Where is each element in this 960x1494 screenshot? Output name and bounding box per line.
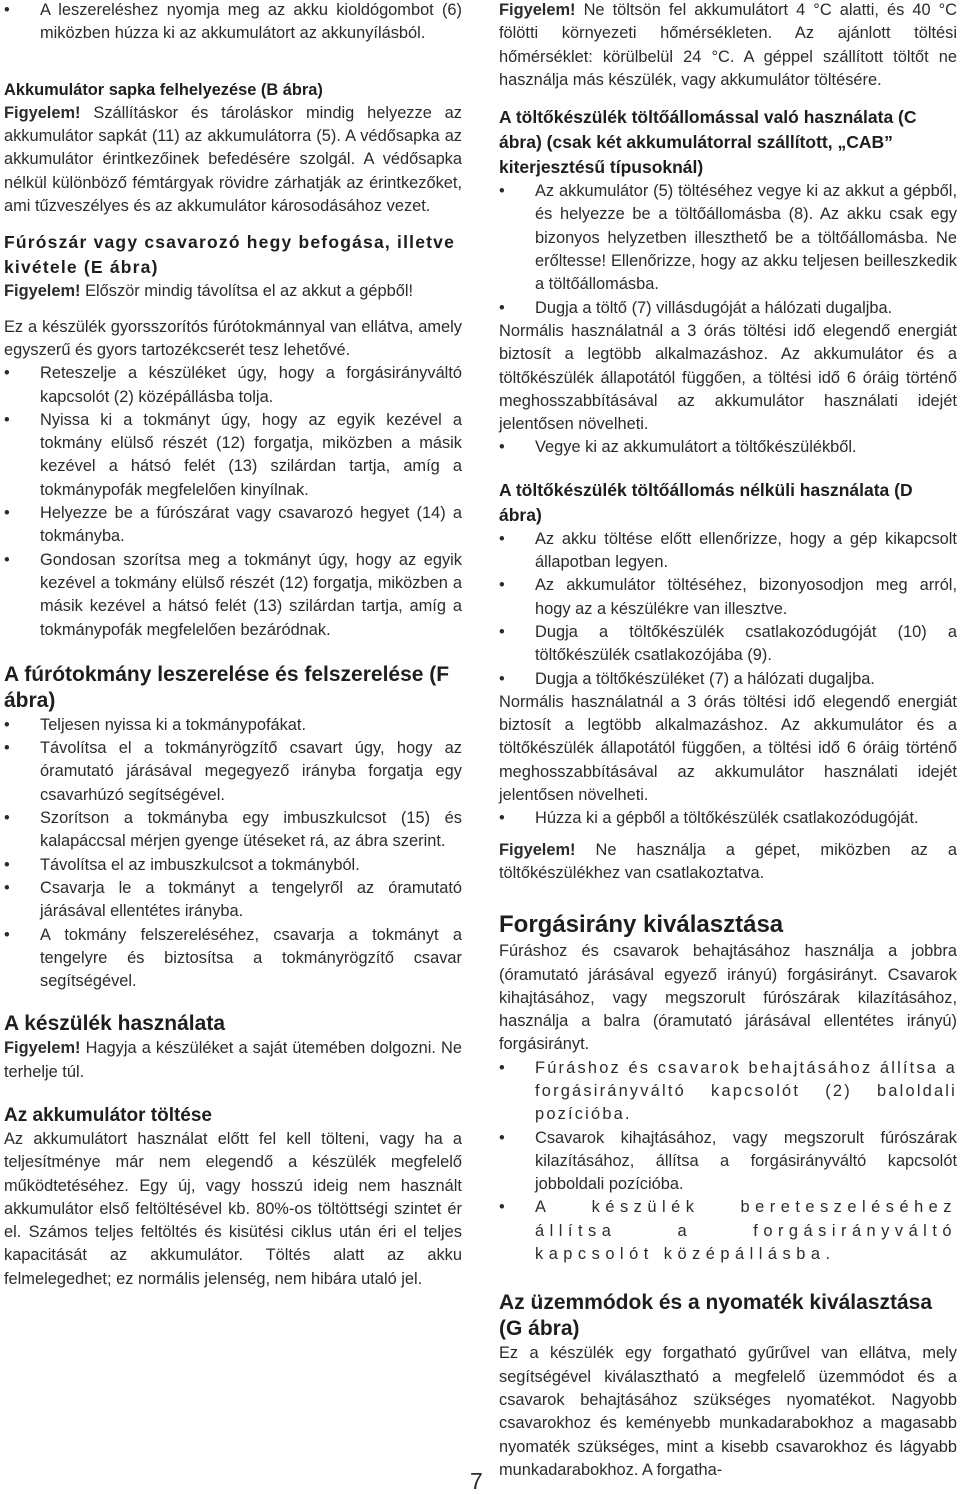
list-item: • Helyezze be a fúrószárat vagy csavarozó hegyet (14) a tokmányba.	[4, 502, 462, 549]
usage-section-title: A készülék használata	[4, 1012, 225, 1036]
list-item: • Dugja a töltőkészülék csatlakozódugóját (10) a töltőkészülék csatlakozójába (9).	[499, 621, 957, 668]
list-item: • Távolítsa el a tokmányrögzítő csavart úgy, hogy az óramutató járásával megegyező irányba forgatja egy csavarhúzó segítségével.	[4, 737, 462, 807]
list-item: • Csavarok kihajtásához, vagy megszorult fúrószárak kilazításához, állítsa a forgásirányváltó kapcsolót jobboldali pozícióba.	[499, 1127, 957, 1197]
nostation-warning-text: Ne használja a gépet, miközben az a töltőkészülékhez van csatlakoztatva.	[499, 840, 957, 882]
nostation-section-title: A töltőkészülék töltőállomás nélküli használata (D ábra)	[499, 479, 913, 525]
list-item: • Nyissa ki a tokmányt úgy, hogy az egyik kezével a tokmány elülső részét (12) forgatja, miközben a másik kezével a hátsó felét (13) szilárdan tartja, amíg a tokmánypofák megfelelően kinyílnak.	[4, 409, 462, 502]
battery-removal-bullet: • A leszereléshez nyomja meg az akku kioldógombot (6) miközben húzza ki az akkumulátort az akkunyílásból.	[4, 0, 462, 46]
direction-section-title: Forgásirány kiválasztása	[499, 911, 784, 939]
warning-label: Figyelem!	[499, 1, 576, 19]
list-item: • Dugja a töltőkészüléket (7) a hálózati dugaljba.	[499, 668, 957, 691]
list-item: • Az akkumulátor töltéséhez, bizonyosodjon meg arról, hogy az a készülékre van illesztve.	[499, 574, 957, 621]
mode-section-title: Az üzemmódok és a nyomaték kiválasztása (G ábra)	[499, 1291, 933, 1341]
usage-paragraph	[4, 1037, 462, 1084]
drill-warning-text: Először mindig távolítsa el az akkut a gépből!	[80, 282, 414, 301]
right-column	[499, 0, 957, 1482]
warning-label: Figyelem!	[4, 1039, 81, 1058]
list-item: • Az akkumulátor (5) töltéséhez vegye ki az akkut a gépből, és helyezze be a töltőállomásba (8). Az akku csak egy bizonyos helyzetben illeszthető be a töltőállomásba. Ne erőltesse! Ellenőrizze, hogy az akku teljesen beilleszkedik a töltőállomásba.	[499, 180, 957, 296]
cap-text: Szállításkor és tároláskor mindig helyezze az akkumulátor sapkát (11) az akkumulátorra (5). A védősapka az akkumulátor érintkezőinek befedésére szolgál. A védősapka nélkül különböző fémtárgyak rövidre zárhatják az érintkezőket, ami tűzveszélyes és az akkumulátor károsodásához vezet.	[4, 103, 462, 216]
list-item: • Távolítsa el az imbuszkulcsot a tokmányból.	[4, 854, 462, 877]
mode-paragraph: Ez a készülék egy forgatható gyűrűvel van ellátva, mely segítségével kiválasztható a megfelelő üzemmódot és a csavarok behajtásához szükséges nyomatékot. Nagyobb csavarokhoz és keményebb munkadarabokhoz a magasabb nyomaték szükséges, mint a kisebb csavarokhoz és lágyabb munkadarabokhoz. A forgatha-	[499, 1344, 957, 1479]
direction-paragraph: Fúráshoz és csavarok behajtásához használja a jobbra (óramutató járásával egyező irányú) forgásirányt. Csavarok kihajtásához, vagy megszorult fúrószárak kilazításához, használja a balra (óramutató járásával ellentétes irányú) forgásirányt.	[499, 942, 957, 1054]
list-item: • Dugja a töltő (7) villásdugóját a hálózati dugaljba.	[499, 297, 957, 320]
list-item: • A készülék bereteszeléséhez állítsa a forgásirányváltó kapcsolót középállásba.	[499, 1196, 957, 1266]
warning-label: Figyelem!	[4, 282, 81, 301]
list-item: • Teljesen nyissa ki a tokmánypofákat.	[4, 714, 462, 737]
charging-section-title: Az akkumulátor töltése	[4, 1104, 212, 1126]
list-item: • Csavarja le a tokmányt a tengelyről az óramutató járásával ellentétes irányba.	[4, 877, 462, 924]
cap-section-title: Akkumulátor sapka felhelyezése (B ábra)	[4, 80, 323, 99]
list-item: • Reteszelje a készüléket úgy, hogy a forgásirányváltó kapcsolót (2) középállásba tolja.	[4, 362, 462, 409]
nostation-warning	[499, 839, 957, 886]
drill-warning	[4, 280, 462, 303]
drill-intro: Ez a készülék gyorsszorítós fúrótokmánnyal van ellátva, amely egyszerű és gyors tartozékcserét tesz lehetővé.	[4, 317, 462, 359]
warning-label: Figyelem!	[499, 840, 576, 859]
list-item: • Gondosan szorítsa meg a tokmányt úgy, hogy az egyik kezével a tokmány elülső részét (12) forgatja, miközben a másik kezével a hátsó felét (13) szilárdan tartja, amíg a tokmánypofák megfelelően bezáródnak.	[4, 549, 462, 642]
station-section-title: A töltőkészülék töltőállomással való használata (C ábra) (csak két akkumulátorral szállított, „CAB” kiterjesztésű típusoknál)	[499, 107, 917, 178]
temperature-text: Ne töltsön fel akkumulátort 4 °C alatti, és 40 °C fölötti környezeti hőmérsékleten. Az ajánlott töltési hőmérséklet: körülbelül 24 °C. A géppel szállított töltőt ne használja más készülék, vagy akkumulátor töltésére.	[499, 1, 957, 89]
usage-text: Hagyja a készüléket a saját ütemében dolgozni. Ne terhelje túl.	[4, 1039, 462, 1081]
left-column	[4, 0, 462, 1291]
list-item: • Fúráshoz és csavarok behajtásához állítsa a forgásirányváltó kapcsolót (2) baloldali pozícióba.	[499, 1057, 957, 1127]
temperature-warning	[499, 0, 957, 92]
list-item: • A tokmány felszereléséhez, csavarja a tokmányt a tengelyre és biztosítsa a tokmányrögzítő csavar segítségével.	[4, 924, 462, 994]
list-item: • Az akku töltése előtt ellenőrizze, hogy a gép kikapcsolt állapotban legyen.	[499, 528, 957, 575]
nostation-normal-text: Normális használatnál a 3 órás töltési idő elegendő energiát biztosít a legtöbb alkalmazáshoz. Az akkumulátor és a töltőkészülék állapotától függően, a töltési idő 6 óráig történő meghosszabbításával az akkumulátor használati idejét jelentősen növelheti.	[499, 692, 957, 805]
cap-paragraph	[4, 102, 462, 218]
page-number: 7	[470, 1468, 483, 1494]
charging-paragraph: Az akkumulátort használat előtt fel kell tölteni, vagy ha a teljesítménye már nem elegendő a készülék megfelelő működtetéséhez. Egy új, vagy hosszú ideig nem használt akkumulátor első feltöltésével kb. 80%-os töltöttségi szintet ér el. Számos teljes feltöltés és kisütési ciklus után éri el teljes kapacitását az akkumulátor. Töltés alatt az akku felmelegedhet; ez normális jelenség, nem hibára utaló jel.	[4, 1129, 462, 1288]
list-item: • Húzza ki a gépből a töltőkészülék csatlakozódugóját.	[499, 807, 957, 830]
chuck-section-title: A fúrótokmány leszerelése és felszerelése (F ábra)	[4, 662, 450, 712]
list-item: • Vegye ki az akkumulátort a töltőkészülékből.	[499, 436, 957, 459]
warning-label: Figyelem!	[4, 103, 81, 122]
drill-section-title: Fúrószár vagy csavarozó hegy befogása, illetve kivétele (E ábra)	[4, 232, 456, 278]
list-item: • Szorítson a tokmányba egy imbuszkulcsot (15) és kalapáccsal mérjen gyenge ütéseket rá, az ábra szerint.	[4, 807, 462, 854]
station-normal-text: Normális használatnál a 3 órás töltési idő elegendő energiát biztosít a legtöbb alkalmazáshoz. Az akkumulátor és a töltőkészülék állapotától függően, a töltési idő 6 óráig történő meghosszabbításával az akkumulátor használati idejét jelentősen növelheti.	[499, 321, 957, 434]
